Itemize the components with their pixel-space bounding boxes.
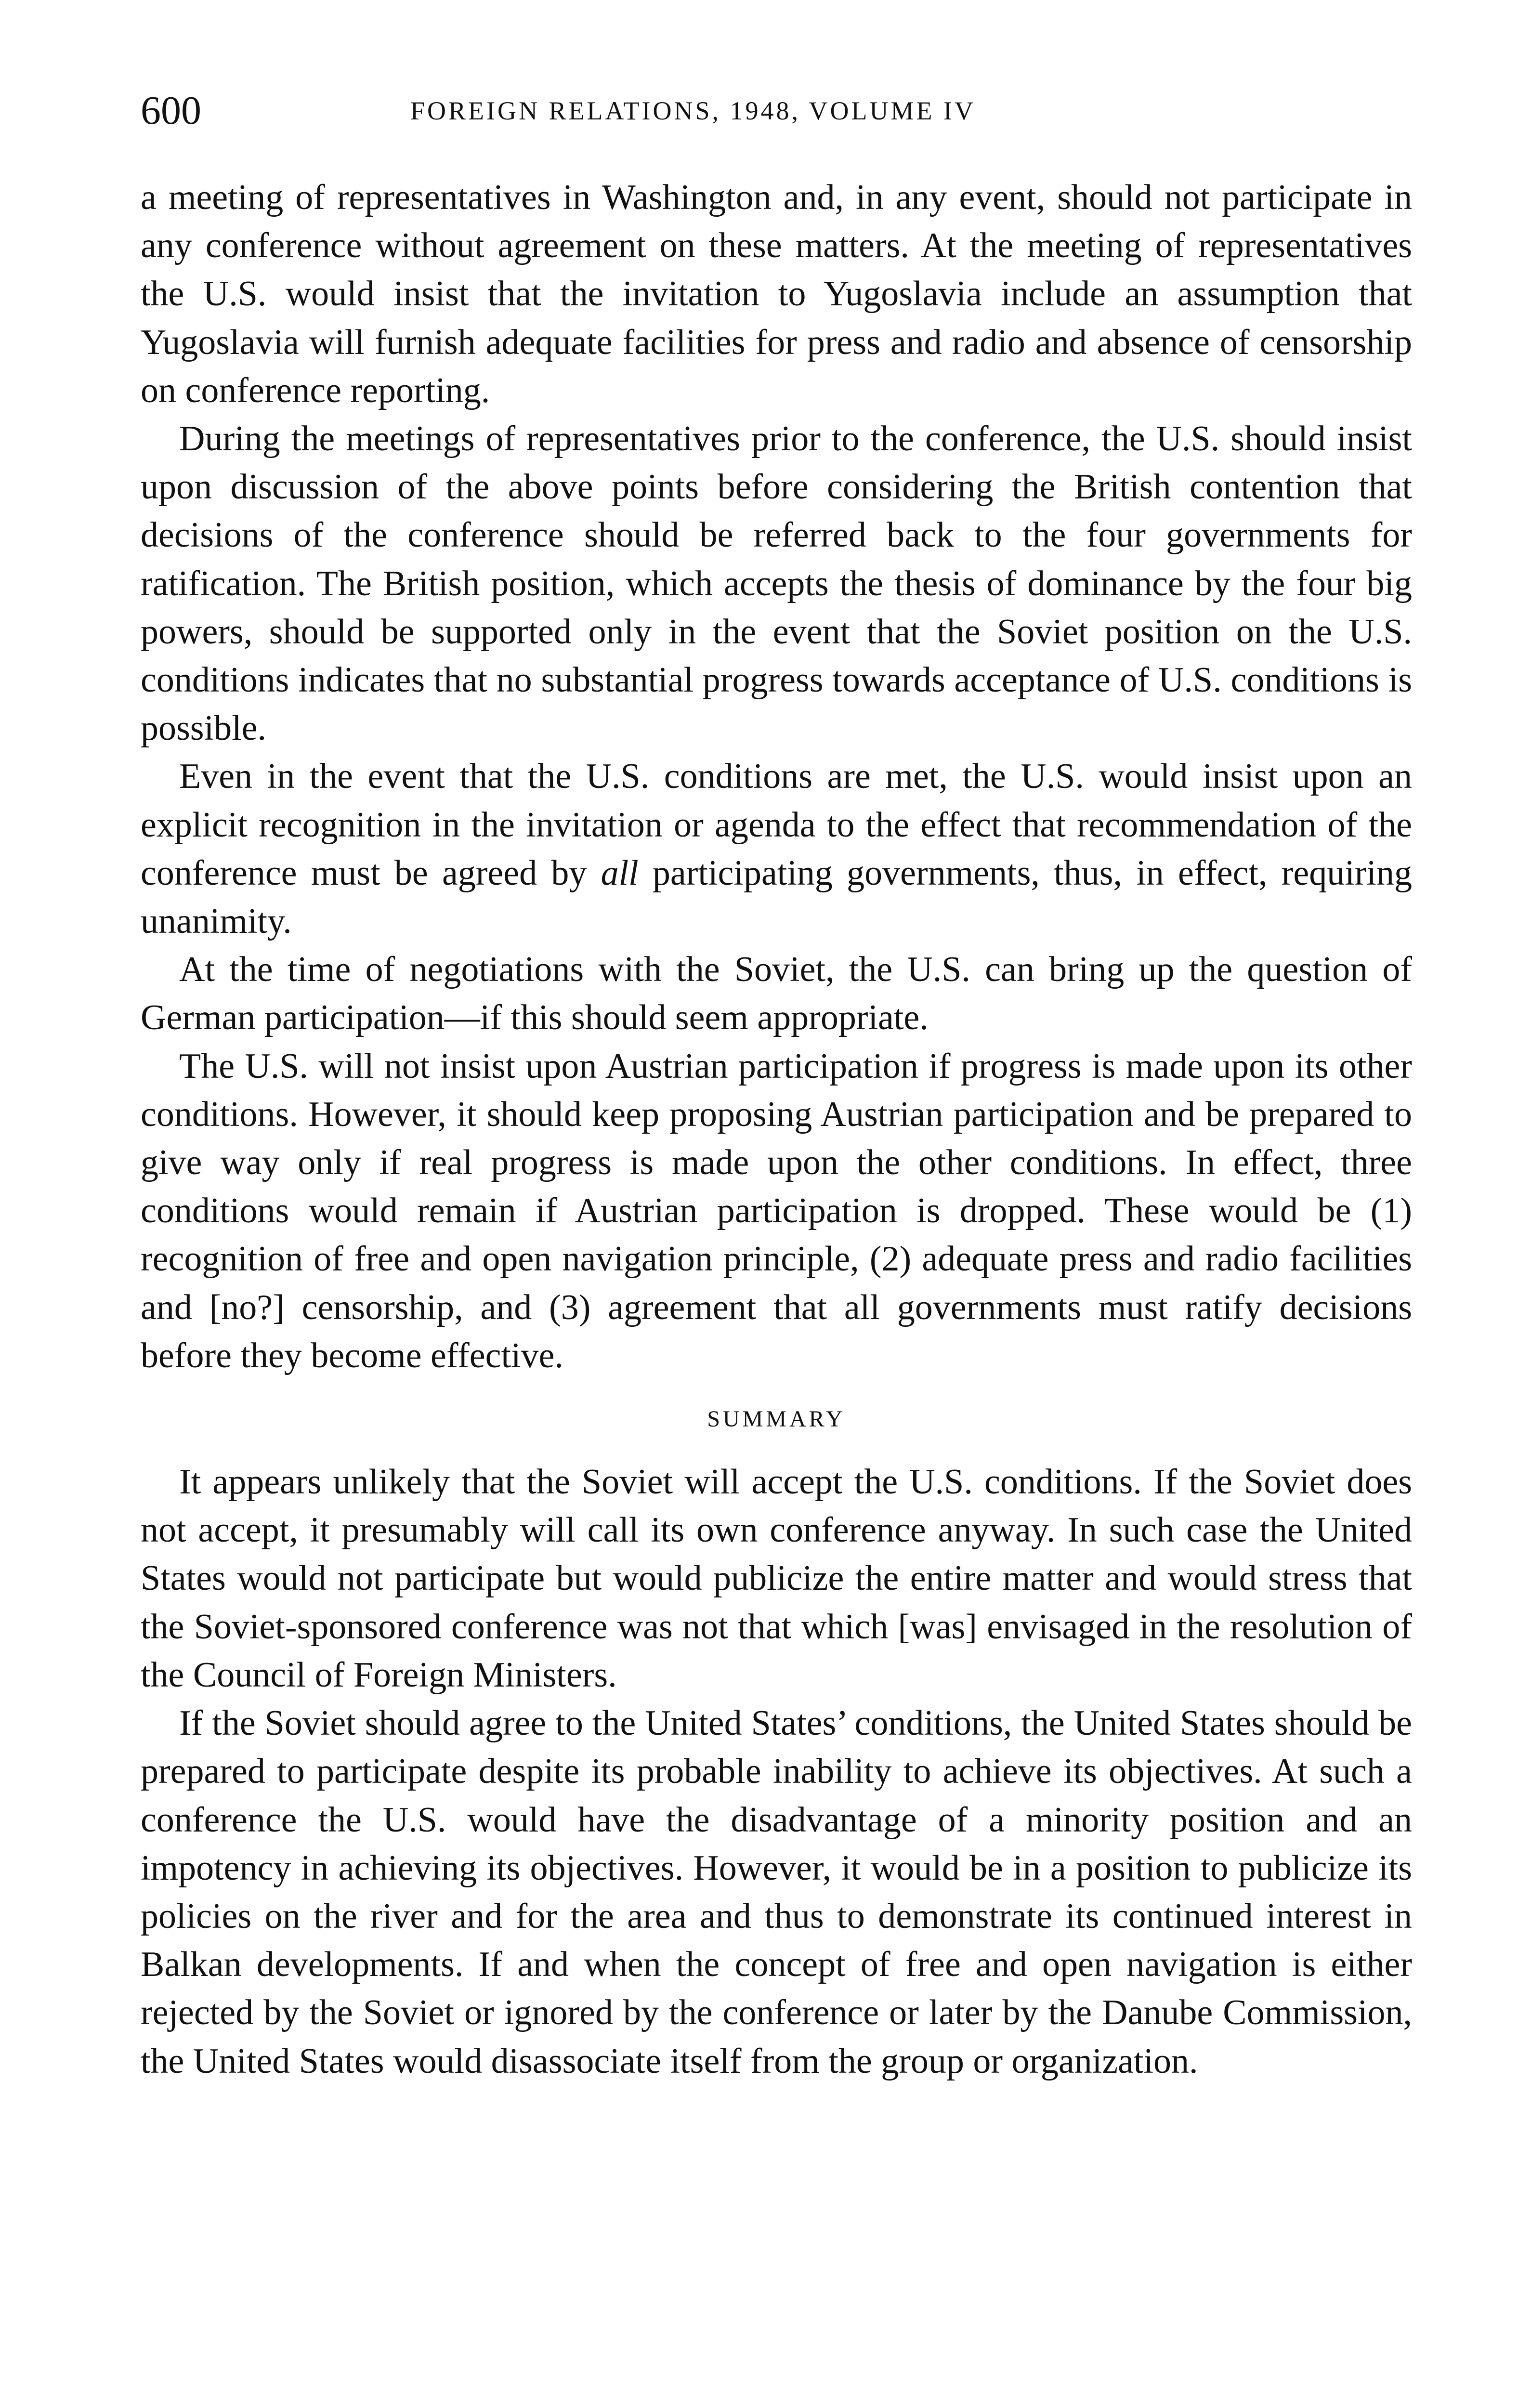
paragraph-unanimity-text-after: participating governments, thus, in effect, requiring unanimity.	[141, 853, 1412, 942]
summary-heading: SUMMARY	[707, 1406, 846, 1432]
paragraph-unanimity-text-before: Even in the event that the U.S. conditions are met, the U.S. would insist upon an explicit recognition in the invitation or agenda to the effect that recommendation of the conference must be agreed by	[141, 757, 1412, 893]
summary-paragraph-soviet-rejection: It appears unlikely that the Soviet will accept the U.S. conditions. If the Soviet does not accept, it presumably will call its own conference anyway. In such case the United States would not participate but would publicize the entire matter and would stress that the Soviet-sponsored conference was not that which [was] envisaged in the resolution of the Council of Foreign Ministers.	[141, 1462, 1412, 1695]
paragraph-unanimity	[141, 752, 1412, 945]
paragraph-continuation: a meeting of representatives in Washington and, in any event, should not participate in any conference without agreement on these matters. At the meeting of representatives the U.S. would insist that the invitation to Yugoslavia include an assumption that Yugoslavia will furnish adequate facilities for press and radio and absence of censorship on conference reporting.	[141, 178, 1412, 410]
emphasis-all: all	[601, 853, 639, 893]
paragraph-german-participation: At the time of negotiations with the Soviet, the U.S. can bring up the question of German participation—if this should seem appropriate.	[141, 950, 1412, 1038]
page-number: 600	[141, 88, 201, 133]
body-text	[141, 173, 1412, 2085]
summary-paragraph-soviet-agreement: If the Soviet should agree to the United States’ conditions, the United States should be prepared to participate despite its probable inability to achieve its objectives. At such a conference the U.S. would have the disadvantage of a minority position and an impotency in achieving its objectives. However, it would be in a position to publicize its policies on the river and for the area and thus to demonstrate its continued interest in Balkan developments. If and when the concept of free and open navigation is either rejected by the Soviet or ignored by the conference or later by the Danube Commission, the United States would disassociate itself from the group or organization.	[141, 1703, 1412, 2081]
paragraph-representatives-meetings: During the meetings of representatives prior to the conference, the U.S. should insist upon discussion of the above points before considering the British contention that decisions of the conference should be referred back to the four governments for ratification. The British position, which accepts the thesis of dominance by the four big powers, should be supported only in the event that the Soviet position on the U.S. conditions indicates that no substantial progress towards acceptance of U.S. conditions is possible.	[141, 419, 1412, 748]
paragraph-austrian-participation: The U.S. will not insist upon Austrian participation if progress is made upon its other conditions. However, it should keep proposing Austrian participation and be prepared to give way only if real progress is made upon the other conditions. In effect, three conditions would remain if Austrian participation is dropped. These would be (1) recognition of free and open navigation principle, (2) adequate press and radio facilities and [no?] censorship, and (3) agreement that all governments must ratify decisions before they become effective.	[141, 1046, 1412, 1375]
running-head: FOREIGN RELATIONS, 1948, VOLUME IV	[410, 96, 976, 125]
page-header	[141, 87, 1412, 135]
